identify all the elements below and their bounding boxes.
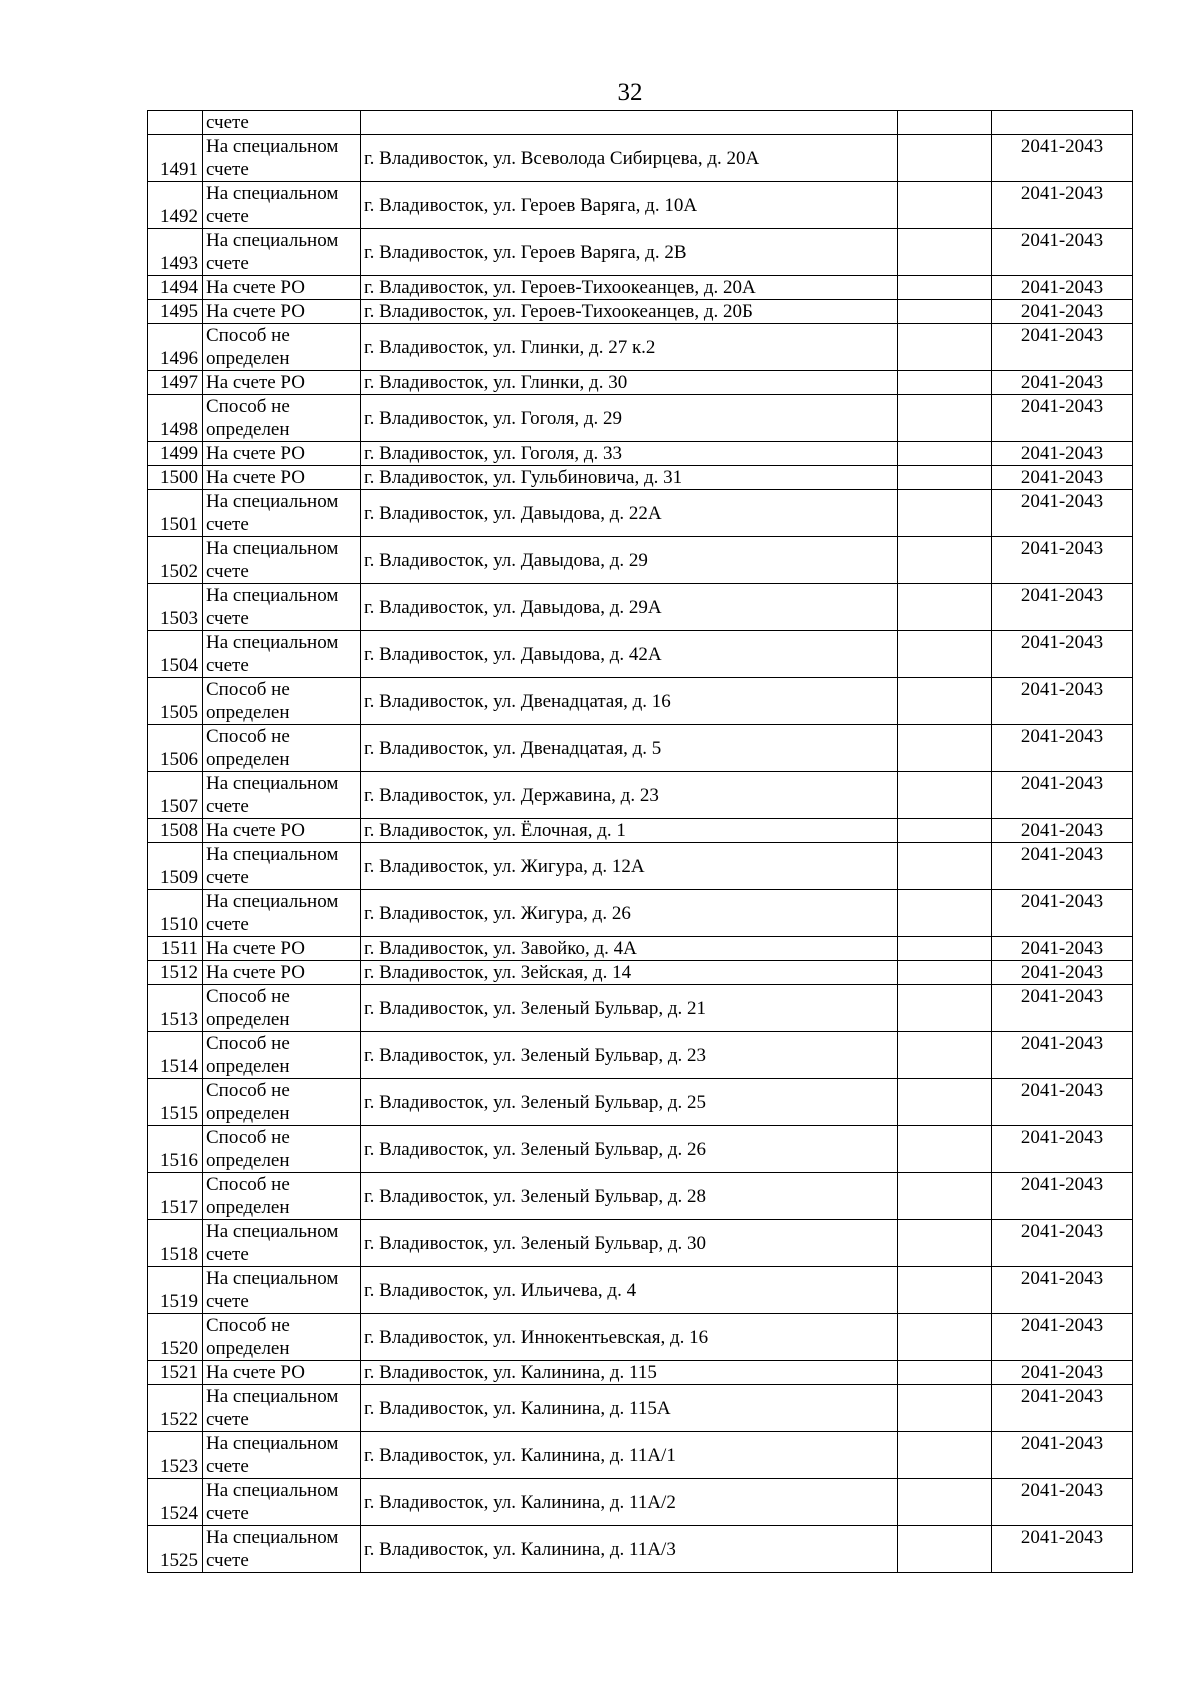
table-row [148,1526,1133,1573]
period-cell: 2041-2043 [992,819,1133,843]
empty-cell [898,111,992,135]
row-number-cell: 1494 [148,276,203,300]
empty-cell [898,843,992,890]
method-cell: На специальном счете [203,182,361,229]
row-number-cell: 1498 [148,395,203,442]
row-number-cell: 1524 [148,1479,203,1526]
table-row [148,135,1133,182]
register-body [148,111,1133,1573]
address-cell: г. Владивосток, ул. Зеленый Бульвар, д. 28 [361,1173,898,1220]
method-cell: На специальном счете [203,1479,361,1526]
address-cell: г. Владивосток, ул. Давыдова, д. 22А [361,490,898,537]
method-cell: Способ не определен [203,395,361,442]
table-row [148,1361,1133,1385]
row-number-cell: 1523 [148,1432,203,1479]
table-row [148,819,1133,843]
table-row [148,584,1133,631]
method-cell: На специальном счете [203,584,361,631]
table-row [148,1032,1133,1079]
period-cell: 2041-2043 [992,135,1133,182]
method-cell: На счете РО [203,371,361,395]
table-row [148,300,1133,324]
address-cell: г. Владивосток, ул. Глинки, д. 27 к.2 [361,324,898,371]
empty-cell [898,937,992,961]
address-cell: г. Владивосток, ул. Глинки, д. 30 [361,371,898,395]
row-number-cell [148,111,203,135]
period-cell: 2041-2043 [992,1267,1133,1314]
row-number-cell: 1505 [148,678,203,725]
method-cell: На специальном счете [203,537,361,584]
row-number-cell: 1516 [148,1126,203,1173]
row-number-cell: 1515 [148,1079,203,1126]
period-cell: 2041-2043 [992,985,1133,1032]
method-cell: Способ не определен [203,324,361,371]
row-number-cell: 1520 [148,1314,203,1361]
empty-cell [898,890,992,937]
period-cell: 2041-2043 [992,1479,1133,1526]
address-cell: г. Владивосток, ул. Героев Варяга, д. 2В [361,229,898,276]
empty-cell [898,725,992,772]
period-cell: 2041-2043 [992,1361,1133,1385]
period-cell: 2041-2043 [992,1079,1133,1126]
address-cell: г. Владивосток, ул. Гульбиновича, д. 31 [361,466,898,490]
row-number-cell: 1504 [148,631,203,678]
empty-cell [898,961,992,985]
method-cell: На счете РО [203,300,361,324]
table-row [148,631,1133,678]
period-cell: 2041-2043 [992,937,1133,961]
row-number-cell: 1507 [148,772,203,819]
period-cell: 2041-2043 [992,324,1133,371]
row-number-cell: 1506 [148,725,203,772]
address-cell: г. Владивосток, ул. Давыдова, д. 29 [361,537,898,584]
period-cell: 2041-2043 [992,1314,1133,1361]
table-row [148,1314,1133,1361]
period-cell: 2041-2043 [992,371,1133,395]
empty-cell [898,1220,992,1267]
table-row [148,1220,1133,1267]
empty-cell [898,1173,992,1220]
address-cell: г. Владивосток, ул. Зейская, д. 14 [361,961,898,985]
empty-cell [898,371,992,395]
period-cell: 2041-2043 [992,300,1133,324]
period-cell: 2041-2043 [992,1032,1133,1079]
row-number-cell: 1502 [148,537,203,584]
row-number-cell: 1510 [148,890,203,937]
period-cell [992,111,1133,135]
period-cell: 2041-2043 [992,490,1133,537]
method-cell: На счете РО [203,961,361,985]
empty-cell [898,1526,992,1573]
row-number-cell: 1522 [148,1385,203,1432]
table-row [148,371,1133,395]
row-number-cell: 1503 [148,584,203,631]
table-row [148,985,1133,1032]
row-number-cell: 1514 [148,1032,203,1079]
table-row [148,490,1133,537]
period-cell: 2041-2043 [992,395,1133,442]
method-cell: На специальном счете [203,631,361,678]
empty-cell [898,678,992,725]
table-row [148,276,1133,300]
method-cell: Способ не определен [203,1173,361,1220]
table-row [148,1432,1133,1479]
table-row [148,324,1133,371]
empty-cell [898,466,992,490]
table-row [148,1267,1133,1314]
period-cell: 2041-2043 [992,442,1133,466]
row-number-cell: 1499 [148,442,203,466]
method-cell: На счете РО [203,442,361,466]
address-cell: г. Владивосток, ул. Гоголя, д. 29 [361,395,898,442]
address-cell: г. Владивосток, ул. Державина, д. 23 [361,772,898,819]
period-cell: 2041-2043 [992,1385,1133,1432]
empty-cell [898,1385,992,1432]
method-cell: На специальном счете [203,490,361,537]
row-number-cell: 1518 [148,1220,203,1267]
row-number-cell: 1496 [148,324,203,371]
method-cell: счете [203,111,361,135]
empty-cell [898,584,992,631]
empty-cell [898,395,992,442]
table-row [148,466,1133,490]
row-number-cell: 1493 [148,229,203,276]
method-cell: Способ не определен [203,1126,361,1173]
table-row [148,537,1133,584]
table-row [148,772,1133,819]
address-cell: г. Владивосток, ул. Героев-Тихоокеанцев, д. 20А [361,276,898,300]
empty-cell [898,819,992,843]
empty-cell [898,1479,992,1526]
table-row [148,1126,1133,1173]
row-number-cell: 1491 [148,135,203,182]
address-cell: г. Владивосток, ул. Гоголя, д. 33 [361,442,898,466]
method-cell: На специальном счете [203,1526,361,1573]
table-row [148,1173,1133,1220]
table-row [148,1079,1133,1126]
page-number: 32 [617,79,643,106]
empty-cell [898,537,992,584]
empty-cell [898,324,992,371]
empty-cell [898,276,992,300]
address-cell: г. Владивосток, ул. Ёлочная, д. 1 [361,819,898,843]
period-cell: 2041-2043 [992,1126,1133,1173]
method-cell: На специальном счете [203,1267,361,1314]
empty-cell [898,135,992,182]
address-cell: г. Владивосток, ул. Завойко, д. 4А [361,937,898,961]
table-row [148,890,1133,937]
table-row [148,961,1133,985]
method-cell: Способ не определен [203,985,361,1032]
period-cell: 2041-2043 [992,466,1133,490]
address-cell: г. Владивосток, ул. Иннокентьевская, д. 16 [361,1314,898,1361]
period-cell: 2041-2043 [992,229,1133,276]
table-row [148,678,1133,725]
empty-cell [898,772,992,819]
period-cell: 2041-2043 [992,276,1133,300]
method-cell: На счете РО [203,1361,361,1385]
row-number-cell: 1521 [148,1361,203,1385]
empty-cell [898,490,992,537]
row-number-cell: 1517 [148,1173,203,1220]
method-cell: Способ не определен [203,725,361,772]
empty-cell [898,1032,992,1079]
table-row [148,182,1133,229]
method-cell: Способ не определен [203,1314,361,1361]
row-number-cell: 1512 [148,961,203,985]
empty-cell [898,985,992,1032]
empty-cell [898,1361,992,1385]
row-number-cell: 1511 [148,937,203,961]
address-cell: г. Владивосток, ул. Калинина, д. 115А [361,1385,898,1432]
table-row [148,395,1133,442]
address-cell [361,111,898,135]
method-cell: На специальном счете [203,890,361,937]
address-cell: г. Владивосток, ул. Двенадцатая, д. 16 [361,678,898,725]
row-number-cell: 1495 [148,300,203,324]
period-cell: 2041-2043 [992,1220,1133,1267]
table-row [148,843,1133,890]
empty-cell [898,182,992,229]
row-number-cell: 1519 [148,1267,203,1314]
table-row [148,229,1133,276]
empty-cell [898,631,992,678]
address-cell: г. Владивосток, ул. Ильичева, д. 4 [361,1267,898,1314]
address-cell: г. Владивосток, ул. Героев Варяга, д. 10А [361,182,898,229]
period-cell: 2041-2043 [992,843,1133,890]
address-cell: г. Владивосток, ул. Всеволода Сибирцева, д. 20А [361,135,898,182]
address-cell: г. Владивосток, ул. Зеленый Бульвар, д. 25 [361,1079,898,1126]
method-cell: На специальном счете [203,1385,361,1432]
address-cell: г. Владивосток, ул. Калинина, д. 11А/2 [361,1479,898,1526]
empty-cell [898,229,992,276]
table-row [148,442,1133,466]
period-cell: 2041-2043 [992,584,1133,631]
address-cell: г. Владивосток, ул. Зеленый Бульвар, д. 23 [361,1032,898,1079]
address-cell: г. Владивосток, ул. Калинина, д. 11А/3 [361,1526,898,1573]
period-cell: 2041-2043 [992,182,1133,229]
period-cell: 2041-2043 [992,537,1133,584]
address-cell: г. Владивосток, ул. Калинина, д. 11А/1 [361,1432,898,1479]
row-number-cell: 1513 [148,985,203,1032]
row-number-cell: 1497 [148,371,203,395]
method-cell: На специальном счете [203,1220,361,1267]
empty-cell [898,442,992,466]
table-row [148,937,1133,961]
address-cell: г. Владивосток, ул. Зеленый Бульвар, д. 30 [361,1220,898,1267]
period-cell: 2041-2043 [992,890,1133,937]
address-cell: г. Владивосток, ул. Зеленый Бульвар, д. 21 [361,985,898,1032]
address-cell: г. Владивосток, ул. Давыдова, д. 42А [361,631,898,678]
period-cell: 2041-2043 [992,961,1133,985]
address-cell: г. Владивосток, ул. Героев-Тихоокеанцев, д. 20Б [361,300,898,324]
empty-cell [898,1079,992,1126]
period-cell: 2041-2043 [992,1526,1133,1573]
address-cell: г. Владивосток, ул. Калинина, д. 115 [361,1361,898,1385]
register-table [147,110,1133,1573]
period-cell: 2041-2043 [992,631,1133,678]
method-cell: Способ не определен [203,1079,361,1126]
method-cell: На специальном счете [203,135,361,182]
empty-cell [898,1267,992,1314]
method-cell: Способ не определен [203,1032,361,1079]
address-cell: г. Владивосток, ул. Зеленый Бульвар, д. 26 [361,1126,898,1173]
method-cell: На счете РО [203,819,361,843]
table-row [148,725,1133,772]
row-number-cell: 1500 [148,466,203,490]
row-number-cell: 1525 [148,1526,203,1573]
row-number-cell: 1509 [148,843,203,890]
address-cell: г. Владивосток, ул. Давыдова, д. 29А [361,584,898,631]
continuation-row [148,111,1133,135]
address-cell: г. Владивосток, ул. Жигура, д. 26 [361,890,898,937]
period-cell: 2041-2043 [992,772,1133,819]
row-number-cell: 1508 [148,819,203,843]
method-cell: Способ не определен [203,678,361,725]
method-cell: На счете РО [203,466,361,490]
method-cell: На специальном счете [203,772,361,819]
method-cell: На специальном счете [203,843,361,890]
period-cell: 2041-2043 [992,1173,1133,1220]
row-number-cell: 1501 [148,490,203,537]
empty-cell [898,1126,992,1173]
method-cell: На специальном счете [203,1432,361,1479]
address-cell: г. Владивосток, ул. Двенадцатая, д. 5 [361,725,898,772]
empty-cell [898,1314,992,1361]
method-cell: На счете РО [203,937,361,961]
period-cell: 2041-2043 [992,1432,1133,1479]
empty-cell [898,300,992,324]
address-cell: г. Владивосток, ул. Жигура, д. 12А [361,843,898,890]
period-cell: 2041-2043 [992,725,1133,772]
period-cell: 2041-2043 [992,678,1133,725]
table-row [148,1479,1133,1526]
empty-cell [898,1432,992,1479]
row-number-cell: 1492 [148,182,203,229]
method-cell: На счете РО [203,276,361,300]
table-row [148,1385,1133,1432]
method-cell: На специальном счете [203,229,361,276]
